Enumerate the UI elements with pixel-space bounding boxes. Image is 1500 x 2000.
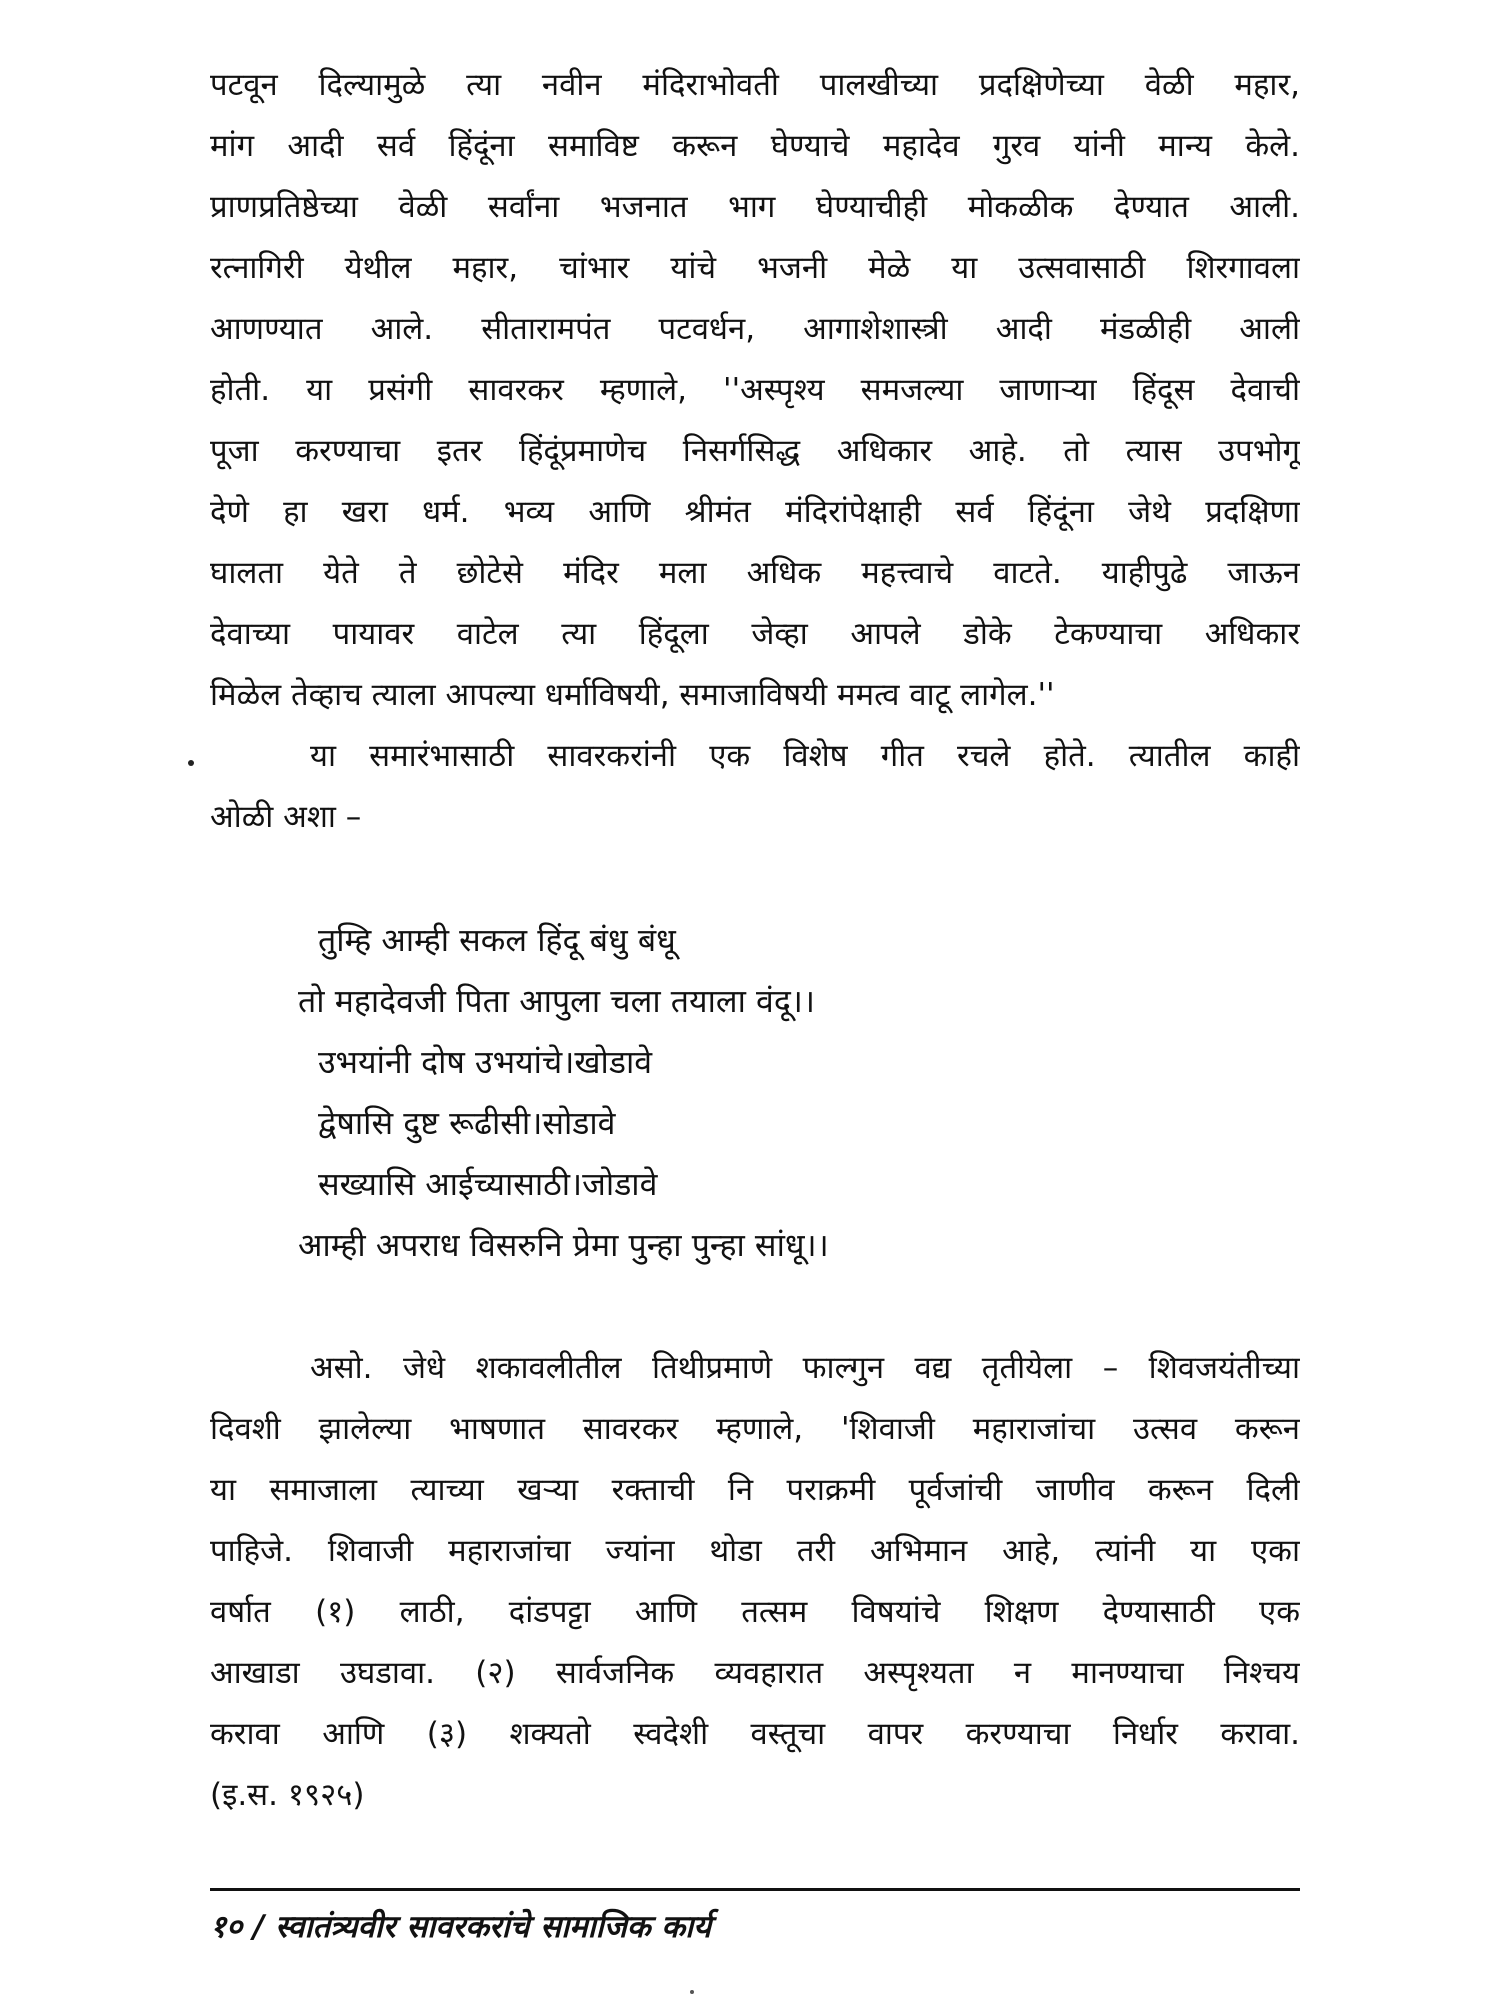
paragraph-3	[210, 1338, 1300, 1826]
text-line: होती. या प्रसंगी सावरकर म्हणाले, ''अस्पृश्य समजल्या जाणाऱ्या हिंदूस देवाची	[210, 372, 1300, 408]
text-line: पूजा करण्याचा इतर हिंदूंप्रमाणेच निसर्गसिद्ध अधिकार आहे. तो त्यास उपभोगू	[210, 433, 1300, 469]
text-line: मिळेल तेव्हाच त्याला आपल्या धर्माविषयी, समाजाविषयी ममत्व वाटू लागेल.''	[210, 677, 1055, 713]
text-line: प्राणप्रतिष्ठेच्या वेळी सर्वांना भजनात भाग घेण्याचीही मोकळीक देण्यात आली.	[210, 189, 1300, 225]
verse-line: तुम्हि आम्ही सकल हिंदू बंधु बंधू	[318, 921, 676, 959]
text-line: पाहिजे. शिवाजी महाराजांचा ज्यांना थोडा तरी अभिमान आहे, त्यांनी या एका	[210, 1533, 1300, 1569]
text-line: या समारंभासाठी सावरकरांनी एक विशेष गीत रचले होते. त्यातील काही	[310, 738, 1300, 774]
text-line: घालता येते ते छोटेसे मंदिर मला अधिक महत्त्वाचे वाटते. याहीपुढे जाऊन	[210, 555, 1300, 591]
text-line: दिवशी झालेल्या भाषणात सावरकर म्हणाले, 'शिवाजी महाराजांचा उत्सव करून	[210, 1411, 1300, 1447]
text-line: असो. जेधे शकावलीतील तिथीप्रमाणे फाल्गुन वद्य तृतीयेला – शिवजयंतीच्या	[310, 1350, 1300, 1386]
verse-line: आम्ही अपराध विसरुनि प्रेमा पुन्हा पुन्हा सांधू।।	[298, 1226, 829, 1264]
footer-rule	[210, 1888, 1300, 1891]
text-line: या समाजाला त्याच्या खऱ्या रक्ताची नि पराक्रमी पूर्वजांची जाणीव करून दिली	[210, 1472, 1300, 1508]
text-line: आणण्यात आले. सीतारामपंत पटवर्धन, आगाशेशास्त्री आदी मंडळीही आली	[210, 311, 1300, 347]
text-line: देवाच्या पायावर वाटेल त्या हिंदूला जेव्हा आपले डोके टेकण्याचा अधिकार	[210, 616, 1300, 652]
text-line: आखाडा उघडावा. (२) सार्वजनिक व्यवहारात अस्पृश्यता न मानण्याचा निश्चय	[210, 1655, 1300, 1691]
text-line: ओळी अशा –	[210, 799, 362, 835]
text-line: वर्षात (१) लाठी, दांडपट्टा आणि तत्सम विषयांचे शिक्षण देण्यासाठी एक	[210, 1594, 1300, 1630]
verse-line: द्वेषासि दुष्ट रूढीसी।सोडावे	[318, 1104, 616, 1142]
text-line: देणे हा खरा धर्म. भव्य आणि श्रीमंत मंदिरांपेक्षाही सर्व हिंदूंना जेथे प्रदक्षिणा	[210, 494, 1300, 530]
verse-line: तो महादेवजी पिता आपुला चला तयाला वंदू।।	[298, 982, 816, 1020]
ink-dot	[188, 760, 194, 766]
paragraph-1	[210, 55, 1300, 726]
text-line: मांग आदी सर्व हिंदूंना समाविष्ट करून घेण्याचे महादेव गुरव यांनी मान्य केले.	[210, 128, 1300, 164]
text-line: करावा आणि (३) शक्यतो स्वदेशी वस्तूचा वापर करण्याचा निर्धार करावा.	[210, 1716, 1300, 1752]
text-line: (इ.स. १९२५)	[210, 1777, 365, 1813]
text-line: रत्नागिरी येथील महार, चांभार यांचे भजनी मेळे या उत्सवासाठी शिरगावला	[210, 250, 1300, 286]
verse-line: सख्यासि आईच्यासाठी।जोडावे	[318, 1165, 658, 1203]
page-footer: १० / स्वातंत्र्यवीर सावरकरांचे सामाजिक कार्य	[210, 1909, 712, 1945]
ink-speck	[690, 1990, 694, 1994]
text-line: पटवून दिल्यामुळे त्या नवीन मंदिराभोवती पालखीच्या प्रदक्षिणेच्या वेळी महार,	[210, 67, 1300, 103]
verse-line: उभयांनी दोष उभयांचे।खोडावे	[318, 1043, 653, 1081]
paragraph-2	[210, 726, 1300, 848]
